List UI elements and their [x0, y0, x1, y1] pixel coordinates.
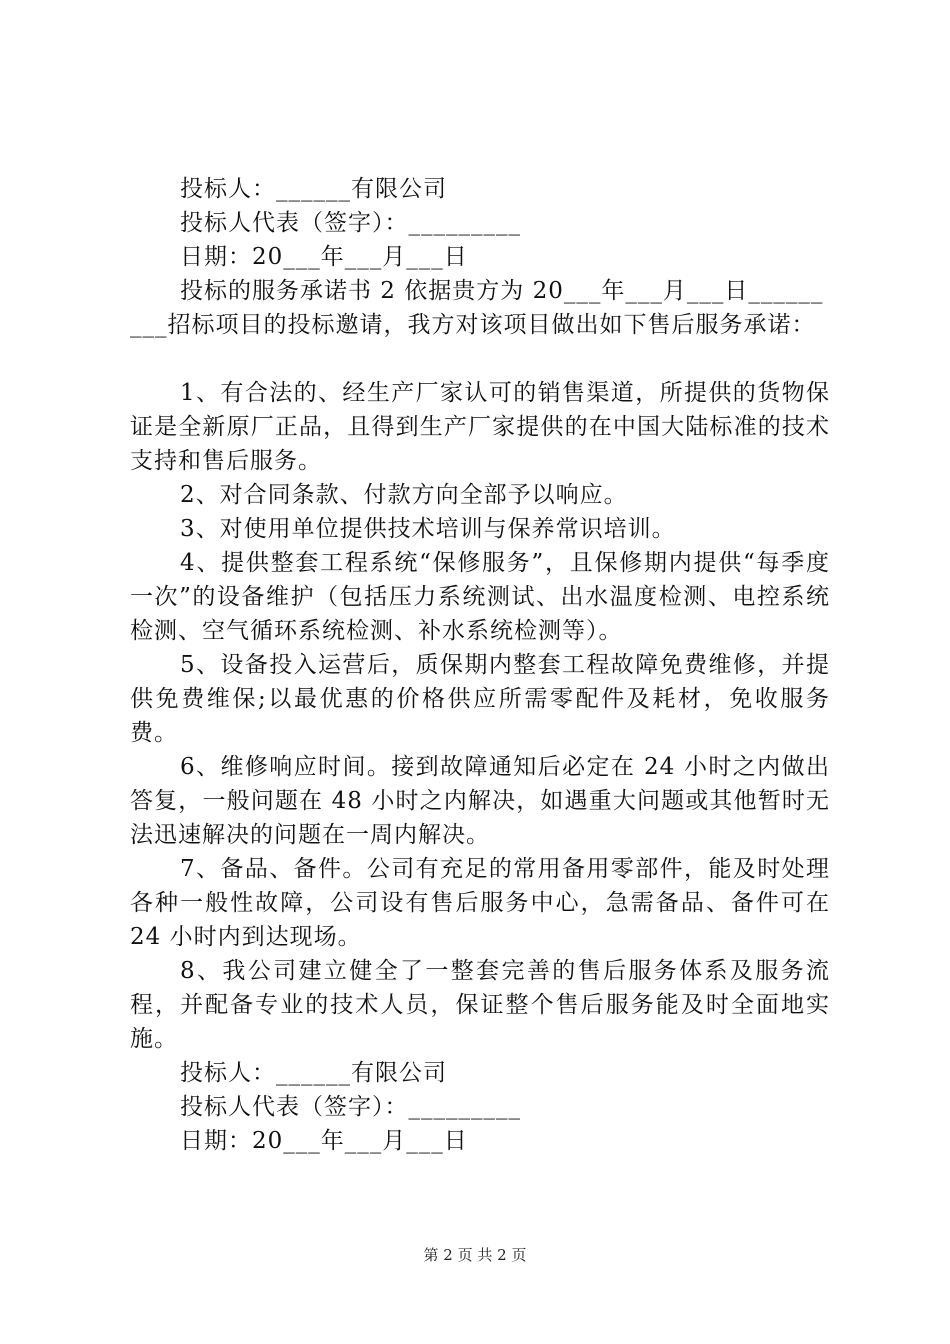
intro-line-2: ___招标项目的投标邀请，我方对该项目做出如下售后服务承诺： — [130, 312, 816, 338]
commitment-item-4: 4、提供整套工程系统“保修服务”，且保修期内提供“每季度一次”的设备维护（包括压力系统测试、出水温度检测、电控系统检测、空气循环系统检测、补水系统检测等）。 — [130, 550, 830, 644]
representative-line-top: 投标人代表（签字）：_________ — [180, 210, 521, 236]
commitment-item-7: 7、备品、备件。公司有充足的常用备用零部件，能及时处理各种一般性故障，公司设有售后服务中心，急需备品、备件可在 24 小时内到达现场。 — [130, 856, 830, 950]
commitment-item-6: 6、维修响应时间。接到故障通知后必定在 24 小时之内做出答复，一般问题在 48 小时之内解决，如遇重大问题或其他暂时无法迅速解决的问题在一周内解决。 — [130, 754, 830, 848]
commitment-item-2: 2、对合同条款、付款方向全部予以响应。 — [180, 482, 628, 508]
page-footer: 第 2 页 共 2 页 — [423, 1246, 527, 1264]
bidder-line-bottom: 投标人：______有限公司 — [180, 1060, 447, 1086]
commitment-item-3: 3、对使用单位提供技术培训与保养常识培训。 — [180, 516, 676, 542]
bidder-line-top: 投标人：______有限公司 — [180, 176, 447, 202]
commitment-item-8: 8、我公司建立健全了一整套完善的售后服务体系及服务流程，并配备专业的技术人员，保证整个售后服务能及时全面地实施。 — [130, 958, 830, 1052]
date-line-bottom: 日期：20___年___月___日 — [180, 1128, 468, 1154]
blank-line — [130, 342, 830, 376]
date-line-top: 日期：20___年___月___日 — [180, 244, 468, 270]
intro-line-1: 投标的服务承诺书 2 依据贵方为 20___年___月___日______ — [180, 278, 824, 304]
commitment-item-5: 5、设备投入运营后，质保期内整套工程故障免费维修，并提供免费维保;以最优惠的价格供应所需零配件及耗材，免收服务费。 — [130, 652, 830, 746]
representative-line-bottom: 投标人代表（签字）：_________ — [180, 1094, 521, 1120]
commitment-item-1: 1、有合法的、经生产厂家认可的销售渠道，所提供的货物保证是全新原厂正品，且得到生产厂家提供的在中国大陆标准的技术支持和售后服务。 — [130, 380, 830, 474]
document-body — [130, 172, 830, 1158]
